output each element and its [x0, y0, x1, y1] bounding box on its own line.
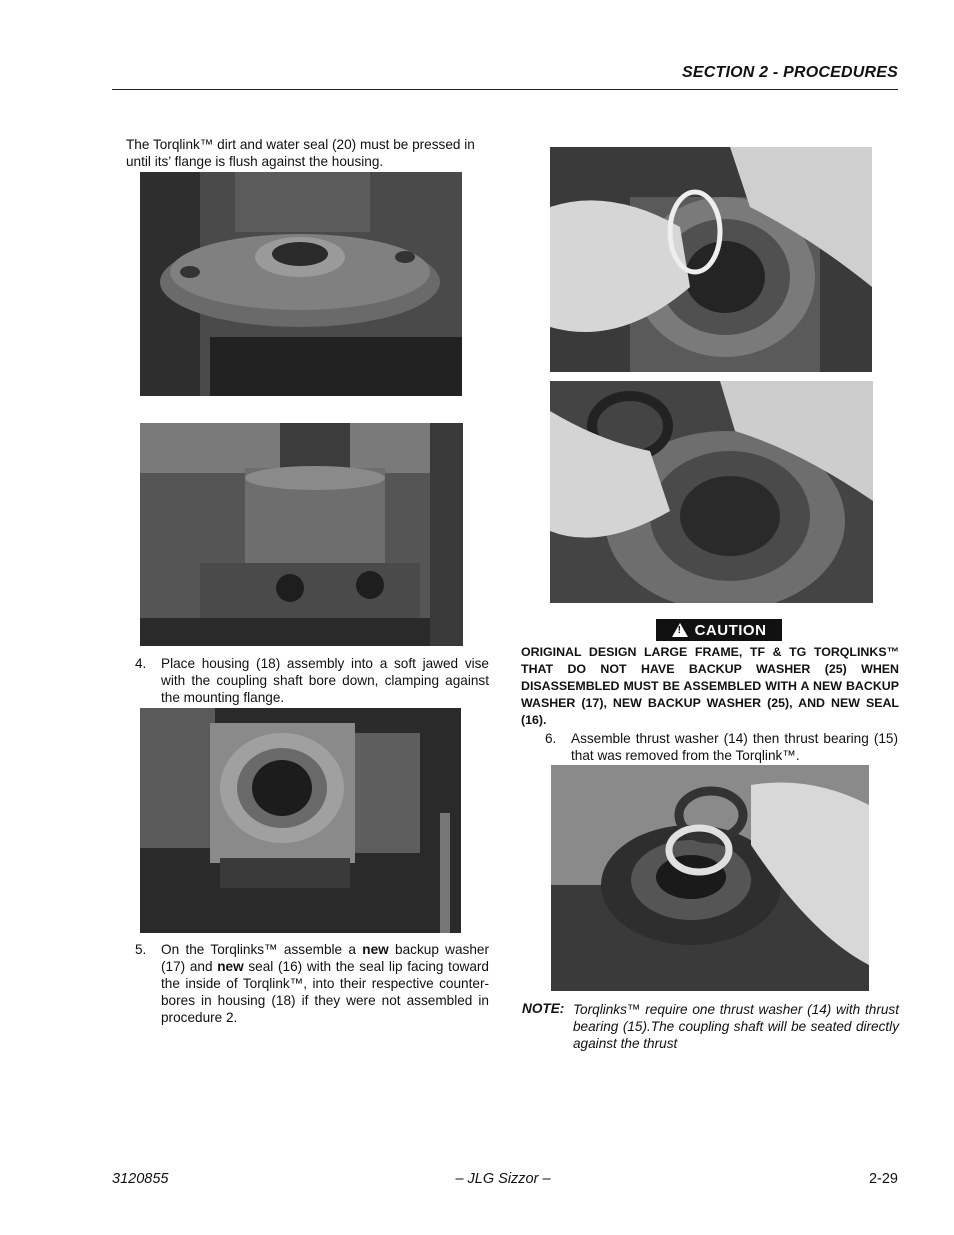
step-5-text-b: backup washer (17) and	[161, 942, 490, 974]
caution-label-text: CAUTION	[694, 621, 767, 639]
photo-washer-install	[550, 147, 872, 372]
step-6	[545, 730, 898, 764]
photo-thrust-bearing	[551, 765, 869, 991]
note-text: Torqlinks™ require one thrust washer (14) with thrust bearing (15).The coupling shaft will be seated directly against the thrust	[573, 1002, 899, 1051]
step-5-number: 5.	[135, 942, 147, 957]
note-label: NOTE:	[522, 1001, 565, 1016]
caution-text: ORIGINAL DESIGN LARGE FRAME, TF & TG TORQLINKS™ THAT DO NOT HAVE BACKUP WASHER (25) WHEN DISASSEMBLED MUST BE ASSEMBLED WITH A NEW BACKUP WASHER (17), NEW BACKUP WASHER (25), AND NEW SEAL (16).	[521, 645, 899, 727]
step-5-text-a: On the Torqlinks™ assemble a	[161, 942, 363, 957]
footer-doc-number: 3120855	[112, 1171, 169, 1187]
photo-housing-press	[140, 423, 463, 646]
step-6-text: Assemble thrust washer (14) then thrust bearing (15) that was removed from the Torqlink™.	[571, 731, 898, 763]
step-4	[135, 655, 489, 706]
photo-seal-install	[550, 381, 873, 603]
footer-title: – JLG Sizzor –	[455, 1171, 551, 1187]
step-5-text-c: seal (16) with the seal lip facing toward the inside of Torqlink™, into their respective counter-bores in housing (18) if they were not assembled in procedure 2.	[161, 959, 489, 1025]
step-5	[135, 941, 490, 1026]
step-5-bold-new-1: new	[362, 942, 389, 957]
step-5-bold-new-2: new	[217, 959, 244, 974]
photo-housing-vise	[140, 708, 461, 933]
photo-seal-press	[140, 172, 462, 396]
warning-icon	[672, 623, 688, 637]
caution-label	[656, 619, 782, 641]
footer-page-number: 2-29	[868, 1171, 898, 1187]
header-divider	[112, 89, 898, 90]
section-title: SECTION 2 - PROCEDURES	[682, 64, 898, 81]
step-4-text: Place housing (18) assembly into a soft jawed vise with the coupling shaft bore down, clamping against the mounting flange.	[161, 656, 489, 705]
warning-icon-symbol: !	[677, 625, 682, 636]
step-4-number: 4.	[135, 656, 147, 671]
intro-paragraph: The Torqlink™ dirt and water seal (20) must be pressed in until its’ flange is flush against the housing.	[126, 137, 475, 169]
step-6-number: 6.	[545, 731, 557, 746]
